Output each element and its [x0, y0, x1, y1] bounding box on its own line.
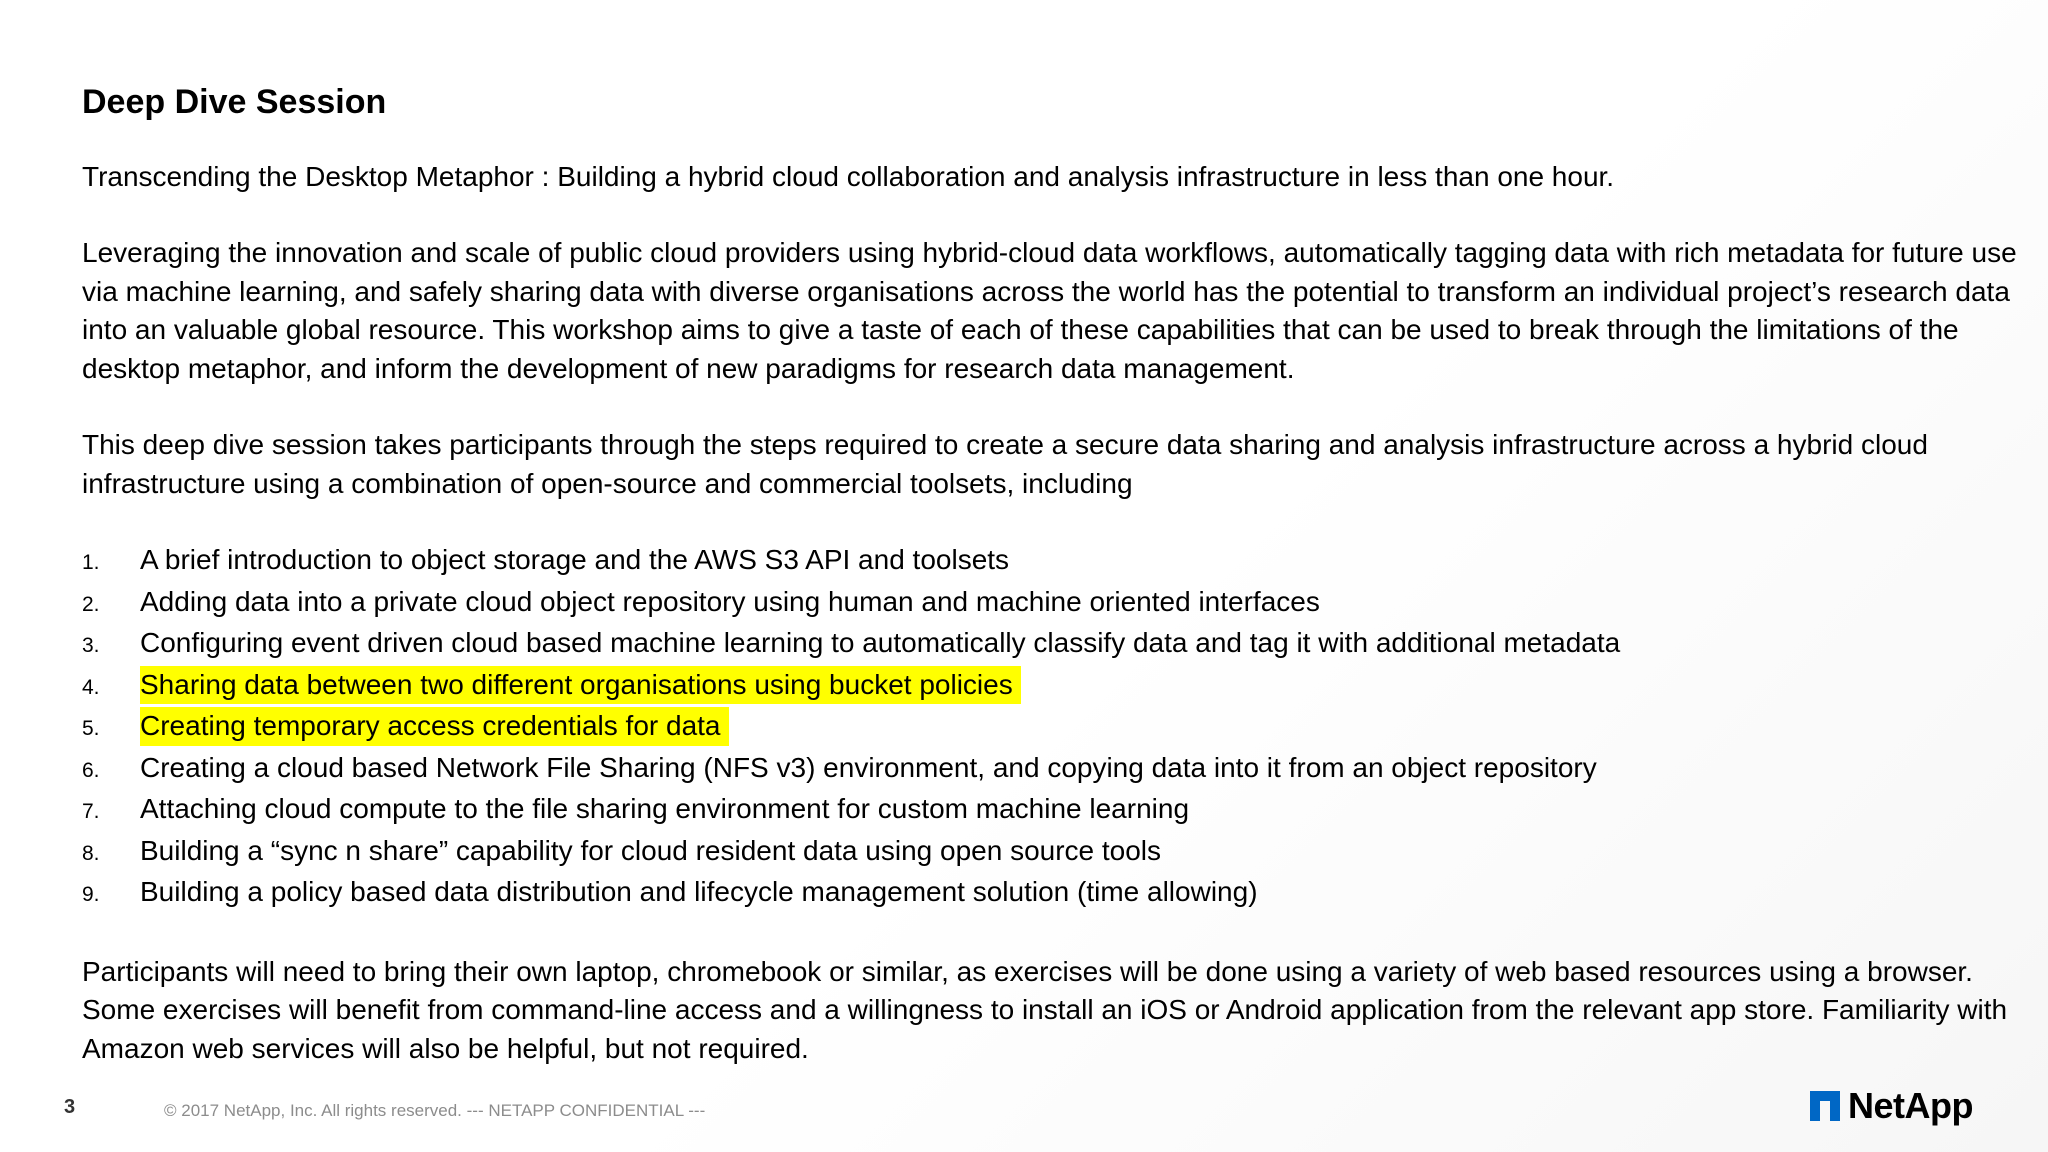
overview-paragraph: This deep dive session takes participants through the steps required to create a secure data sharing and analysis infrastructure across a hybrid cloud infrastructure using a combination of open-source and commercial toolsets, including [82, 429, 1928, 499]
netapp-logo-icon [1810, 1091, 1840, 1121]
list-item [82, 790, 2022, 832]
requirements-paragraph: Participants will need to bring their own laptop, chromebook or similar, as exercises will be done using a variety of web based resources using a browser. Some exercises will benefit from command-line access and a willingness to install an iOS or Android application from the relevant app store. Familiarity with Amazon web services will also be helpful, but not required. [82, 955, 2008, 1064]
list-item-text-highlighted: Creating temporary access credentials for data [140, 707, 729, 746]
list-item-text: A brief introduction to object storage and the AWS S3 API and toolsets [140, 544, 1010, 575]
list-item-number: 8. [82, 841, 100, 865]
list-item [82, 666, 2022, 708]
list-item-number: 6. [82, 758, 100, 782]
list-item [82, 707, 2022, 749]
list-item [82, 583, 2022, 625]
list-item [82, 873, 2022, 915]
list-item-text: Attaching cloud compute to the file sharing environment for custom machine learning [140, 793, 1190, 824]
list-item [82, 749, 2022, 791]
list-item-number: 3. [82, 634, 100, 657]
list-item [82, 832, 2022, 874]
list-item-text: Building a policy based data distribution and lifecycle management solution (time allowing) [140, 876, 1258, 907]
list-item-number: 5. [82, 717, 100, 740]
list-item-text: Building a “sync n share” capability for cloud resident data using open source tools [140, 834, 1162, 866]
netapp-logo [1810, 1086, 1973, 1126]
list-item-number: 2. [82, 592, 100, 616]
intro-paragraph: Leveraging the innovation and scale of public cloud providers using hybrid-cloud data workflows, automatically tagging data with rich metadata for future use via machine learning, and safely sharing data with diverse organisations across the world has the potential to transform an individual project’s research data into an valuable global resource. This workshop aims to give a taste of each of these capabilities that can be used to break through the limitations of the desktop metaphor, and inform the development of new paradigms for research data management. [82, 237, 2017, 384]
slide-title: Deep Dive Session [82, 83, 387, 121]
page-number: 3 [64, 1096, 76, 1118]
session-subtitle: Transcending the Desktop Metaphor : Building a hybrid cloud collaboration and analysis infrastructure in less than one hour. [82, 161, 1615, 192]
list-item-text: Creating a cloud based Network File Sharing (NFS v3) environment, and copying data into it from an object repository [140, 751, 1597, 783]
list-item-number: 4. [82, 675, 100, 699]
logo-wordmark: NetApp [1848, 1085, 1973, 1126]
list-item-text: Configuring event driven cloud based machine learning to automatically classify data and tag it with additional metadata [140, 627, 1621, 658]
list-item-number: 7. [82, 800, 100, 823]
list-item-text: Adding data into a private cloud object repository using human and machine oriented interfaces [140, 585, 1320, 617]
list-item-text-highlighted: Sharing data between two different organisations using bucket policies [140, 666, 1021, 705]
copyright-notice: © 2017 NetApp, Inc. All rights reserved. --- NETAPP CONFIDENTIAL --- [164, 1101, 706, 1120]
list-item-number: 1. [82, 551, 100, 574]
steps-list [82, 541, 2022, 915]
list-item [82, 541, 2022, 583]
list-item [82, 624, 2022, 666]
list-item-number: 9. [82, 883, 100, 906]
slide-content [82, 78, 2022, 1068]
